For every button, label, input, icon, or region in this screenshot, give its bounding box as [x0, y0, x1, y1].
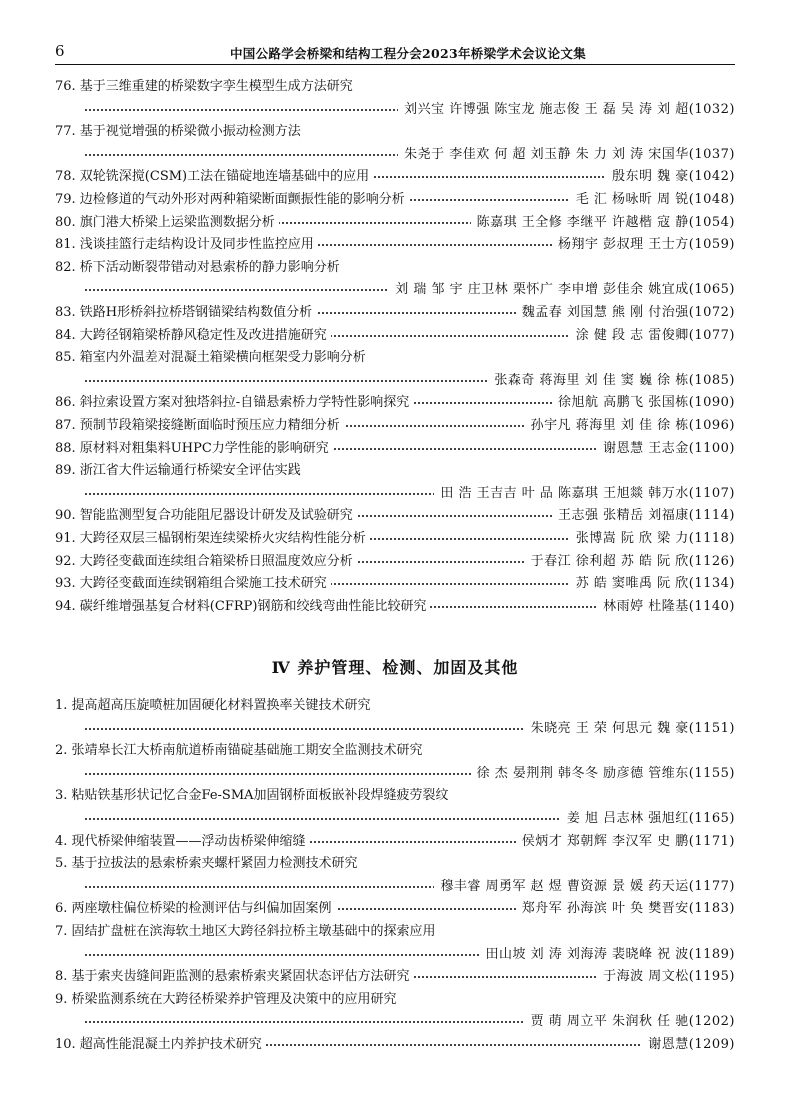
entry-title: 2. 张靖皋长江大桥南航道桥南锚碇基础施工期安全监测技术研究	[55, 742, 427, 760]
header-rule	[55, 64, 735, 65]
entry-authors-page: 孙宇凡 蒋海里 刘 佳 徐 栋(1096)	[525, 417, 735, 435]
entry-authors-page: 王志强 张精岳 刘福康(1114)	[552, 507, 735, 525]
toc-entry[interactable]	[55, 417, 735, 440]
entry-authors-page: 涂 健 段 志 雷俊卿(1077)	[570, 327, 735, 345]
entry-authors-page: 陈嘉琪 王全修 李继平 许越楷 寇 静(1054)	[471, 214, 735, 232]
entry-title: 78. 双轮铣深搅(CSM)工法在锚碇地连墙基础中的应用	[55, 168, 373, 186]
entry-title: 83. 铁路H形桥斜拉桥塔钢锚梁结构数值分析	[55, 304, 316, 322]
entry-authors-page: 刘兴宝 许博强 陈宝龙 施志俊 王 磊 吴 涛 刘 超(1032)	[398, 101, 735, 119]
entry-authors-page: 谢恩慧(1209)	[642, 1036, 735, 1054]
toc-entry[interactable]	[55, 968, 735, 991]
toc-entry[interactable]	[55, 168, 735, 191]
entry-authors-page: 于海波 周文松(1195)	[597, 968, 735, 986]
entry-authors-page: 毛 汇 杨咏昕 周 锐(1048)	[570, 191, 735, 209]
toc-entry[interactable]	[55, 327, 735, 350]
toc-entry[interactable]	[55, 697, 735, 742]
entry-title: 89. 浙江省大件运输通行桥梁安全评估实践	[55, 462, 305, 480]
entry-title: 87. 预制节段箱梁接缝断面临时预压应力精细分析	[55, 417, 344, 435]
entry-title: 92. 大跨径变截面连续组合箱梁桥日照温度效应分析	[55, 553, 357, 571]
entry-authors-page: 侯炳才 郑朝辉 李汉军 史 鹏(1171)	[516, 833, 735, 851]
entry-title: 1. 提高超高压旋喷桩加固硬化材料置换率关键技术研究	[55, 697, 375, 715]
section-heading: Ⅳ 养护管理、检测、加固及其他	[271, 658, 519, 677]
toc-entry[interactable]	[55, 349, 735, 394]
entry-title: 10. 超高性能混凝土内养护技术研究	[55, 1036, 266, 1054]
entry-title: 7. 固结扩盘桩在滨海软土地区大跨径斜拉桥主墩基础中的探索应用	[55, 923, 440, 941]
entry-authors-page: 林雨婷 杜隆基(1140)	[597, 598, 735, 616]
entry-title: 82. 桥下活动断裂带错动对悬索桥的静力影响分析	[55, 259, 344, 277]
toc-entry[interactable]	[55, 923, 735, 968]
entry-title: 81. 浅谈挂篮行走结构设计及同步性监控应用	[55, 236, 318, 254]
entry-title: 76. 基于三维重建的桥梁数字孪生模型生成方法研究	[55, 78, 357, 96]
entry-authors-page: 徐旭航 高鹏飞 张国栋(1090)	[552, 394, 735, 412]
entry-title: 85. 箱室内外温差对混凝土箱梁横向框架受力影响分析	[55, 349, 370, 367]
entry-title: 90. 智能监测型复合功能阻尼器设计研发及试验研究	[55, 507, 357, 525]
toc-entry[interactable]	[55, 440, 735, 463]
entry-authors-page: 张博嵩 阮 欣 梁 力(1118)	[570, 530, 735, 548]
entry-title: 77. 基于视觉增强的桥梁微小振动检测方法	[55, 123, 305, 141]
toc-entry[interactable]	[55, 214, 735, 237]
entry-title: 5. 基于拉拔法的悬索桥索夹螺杆紧固力检测技术研究	[55, 855, 362, 873]
entry-authors-page: 魏孟春 刘国慧 熊 刚 付治强(1072)	[516, 304, 735, 322]
toc-entry[interactable]	[55, 1036, 735, 1059]
toc-entry[interactable]	[55, 900, 735, 923]
entry-title: 6. 两座墩柱偏位桥梁的检测评估与纠偏加固案例	[55, 900, 336, 918]
entry-title: 91. 大跨径双层三榀钢桁架连续梁桥火灾结构性能分析	[55, 530, 370, 548]
entry-title: 9. 桥梁监测系统在大跨径桥梁养护管理及决策中的应用研究	[55, 991, 401, 1009]
toc-entry[interactable]	[55, 742, 735, 787]
entry-title: 3. 粘贴铁基形状记忆合金Fe-SMA加固钢桥面板嵌补段焊缝疲劳裂纹	[55, 787, 453, 805]
running-title: 中国公路学会桥梁和结构工程分会2023年桥梁学术会议论文集	[230, 46, 586, 61]
toc-entry[interactable]	[55, 123, 735, 168]
entry-authors-page: 田山坡 刘 涛 刘海涛 裴晓峰 祝 波(1189)	[479, 946, 735, 964]
entry-title: 94. 碳纤维增强基复合材料(CFRP)钢筋和绞线弯曲性能比较研究	[55, 598, 430, 616]
entry-authors-page: 穆丰睿 周勇军 赵 煜 曹资源 景 媛 药天运(1177)	[434, 878, 735, 896]
entry-authors-page: 于春江 徐利超 苏 皓 阮 欣(1126)	[525, 553, 735, 571]
entry-title: 79. 边检修道的气动外形对两种箱梁断面颤振性能的影响分析	[55, 191, 409, 209]
toc-entry[interactable]	[55, 304, 735, 327]
entry-authors-page: 郑舟军 孙海滨 叶 奂 樊晋安(1183)	[516, 900, 735, 918]
entry-authors-page: 刘 瑞 邹 宇 庄卫林 栗怀广 李申增 彭佳余 姚宜成(1065)	[389, 281, 735, 299]
toc-entry[interactable]	[55, 855, 735, 900]
toc-entry[interactable]	[55, 259, 735, 304]
entry-authors-page: 杨翔宇 彭叔理 王士方(1059)	[552, 236, 735, 254]
entry-title: 8. 基于索夹齿缝间距监测的悬索桥索夹紧固状态评估方法研究	[55, 968, 414, 986]
toc-entry[interactable]	[55, 191, 735, 214]
entry-authors-page: 谢恩慧 王志金(1100)	[597, 440, 735, 458]
entry-authors-page: 张森奇 蒋海里 刘 佳 窦 巍 徐 栋(1085)	[488, 372, 735, 390]
entry-authors-page: 姜 旭 吕志林 强旭红(1165)	[561, 810, 735, 828]
toc-entry[interactable]	[55, 236, 735, 259]
toc-entry[interactable]	[55, 787, 735, 832]
entry-authors-page: 贾 萌 周立平 朱润秋 任 驰(1202)	[525, 1013, 735, 1031]
toc-entry[interactable]	[55, 462, 735, 507]
toc-entry[interactable]	[55, 553, 735, 576]
toc-entry[interactable]	[55, 575, 735, 598]
entry-title: 80. 旗门港大桥梁上运梁监测数据分析	[55, 214, 279, 232]
toc-entry[interactable]	[55, 78, 735, 123]
toc-entry[interactable]	[55, 833, 735, 856]
page-header	[55, 38, 735, 64]
entry-authors-page: 田 浩 王吉吉 叶 品 陈嘉琪 王旭燚 韩万水(1107)	[434, 485, 735, 503]
toc-entry[interactable]	[55, 530, 735, 553]
entry-authors-page: 苏 皓 窦唯禹 阮 欣(1134)	[570, 575, 735, 593]
entry-title: 86. 斜拉索设置方案对独塔斜拉-自锚悬索桥力学特性影响探究	[55, 394, 413, 412]
page-number: 6	[55, 42, 65, 60]
toc-entry[interactable]	[55, 394, 735, 417]
toc-entry[interactable]	[55, 991, 735, 1036]
toc-entry[interactable]	[55, 598, 735, 621]
entry-title: 93. 大跨径变截面连续钢箱组合梁施工技术研究	[55, 575, 331, 593]
entry-title: 4. 现代桥梁伸缩装置——浮动齿桥梁伸缩缝	[55, 833, 310, 851]
entry-title: 84. 大跨径钢箱梁桥静风稳定性及改进措施研究	[55, 327, 331, 345]
entry-title: 88. 原材料对粗集料UHPC力学性能的影响研究	[55, 440, 333, 458]
entry-authors-page: 徐 杰 晏荆荆 韩冬冬 励彦德 管维东(1155)	[471, 765, 735, 783]
entry-authors-page: 朱尧于 李佳欢 何 超 刘玉静 朱 力 刘 涛 宋国华(1037)	[398, 146, 735, 164]
entry-authors-page: 朱晓亮 王 荣 何思元 魏 豪(1151)	[525, 720, 735, 738]
toc-entry[interactable]	[55, 507, 735, 530]
entry-authors-page: 殷东明 魏 豪(1042)	[606, 168, 735, 186]
